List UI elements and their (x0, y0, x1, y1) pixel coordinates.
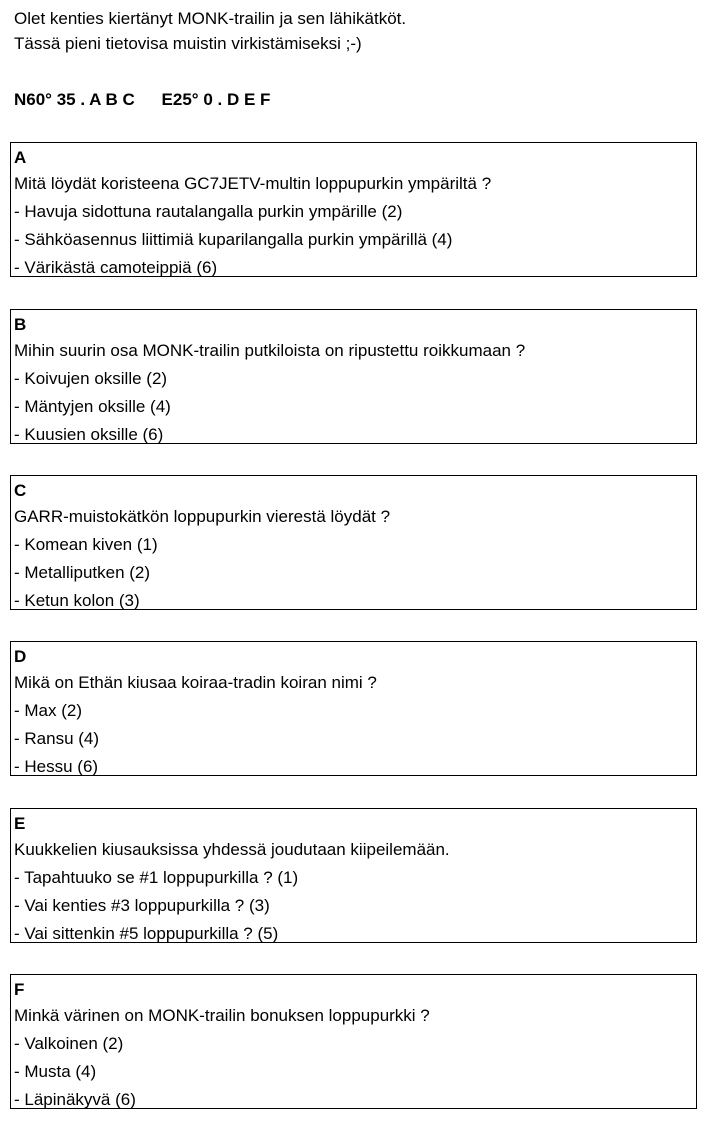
question-box-a (10, 142, 697, 277)
answer-option: - Vai kenties #3 loppupurkilla ? (3) (14, 896, 270, 915)
coordinate-east: E25° 0 . D E F (161, 90, 271, 109)
answer-option: - Mäntyjen oksille (4) (14, 397, 171, 416)
question-box-b (10, 309, 697, 444)
answer-option: - Vai sittenkin #5 loppupurkilla ? (5) (14, 920, 282, 943)
question-letter: A (14, 148, 27, 167)
answer-option: - Metalliputken (2) (14, 563, 151, 582)
answer-option: - Sähköasennus liittimiä kuparilangalla purkin ympärillä (4) (14, 230, 453, 249)
question-letter: F (14, 980, 25, 999)
question-box-e (10, 808, 697, 943)
coordinate-north: N60° 35 . A B C (14, 90, 135, 109)
answer-option: - Max (2) (14, 701, 82, 720)
question-letter: C (14, 481, 27, 500)
answer-option: - Ransu (4) (14, 729, 100, 748)
answer-option: - Läpinäkyvä (6) (14, 1086, 140, 1109)
answer-option: - Havuja sidottuna rautalangalla purkin ympärille (2) (14, 202, 403, 221)
question-letter: D (14, 647, 27, 666)
answer-option: - Musta (4) (14, 1062, 97, 1081)
answer-option: - Hessu (6) (14, 753, 102, 776)
question-box-f (10, 974, 697, 1109)
intro-line-2: Tässä pieni tietovisa muistin virkistämiseksi ;-) (14, 34, 362, 53)
question-text: Mihin suurin osa MONK-trailin putkiloista on ripustettu roikkumaan ? (14, 341, 526, 360)
answer-option: - Värikästä camoteippiä (6) (14, 254, 221, 277)
coordinates (14, 90, 270, 110)
answer-option: - Koivujen oksille (2) (14, 369, 168, 388)
question-box-d (10, 641, 697, 776)
question-letter: E (14, 814, 26, 833)
answer-option: - Valkoinen (2) (14, 1034, 124, 1053)
question-text: Minkä värinen on MONK-trailin bonuksen loppupurkki ? (14, 1006, 430, 1025)
answer-option: - Ketun kolon (3) (14, 587, 144, 610)
question-text: Kuukkelien kiusauksissa yhdessä joudutaan kiipeilemään. (14, 840, 450, 859)
question-letter: B (14, 315, 27, 334)
question-text: Mikä on Ethän kiusaa koiraa-tradin koiran nimi ? (14, 673, 377, 692)
intro-text (14, 6, 406, 56)
question-text: Mitä löydät koristeena GC7JETV-multin loppupurkin ympäriltä ? (14, 174, 492, 193)
answer-option: - Komean kiven (1) (14, 535, 158, 554)
intro-line-1: Olet kenties kiertänyt MONK-trailin ja sen lähikätköt. (14, 9, 407, 28)
question-box-c (10, 475, 697, 610)
question-text: GARR-muistokätkön loppupurkin vierestä löydät ? (14, 507, 391, 526)
answer-option: - Tapahtuuko se #1 loppupurkilla ? (1) (14, 868, 299, 887)
answer-option: - Kuusien oksille (6) (14, 421, 167, 444)
